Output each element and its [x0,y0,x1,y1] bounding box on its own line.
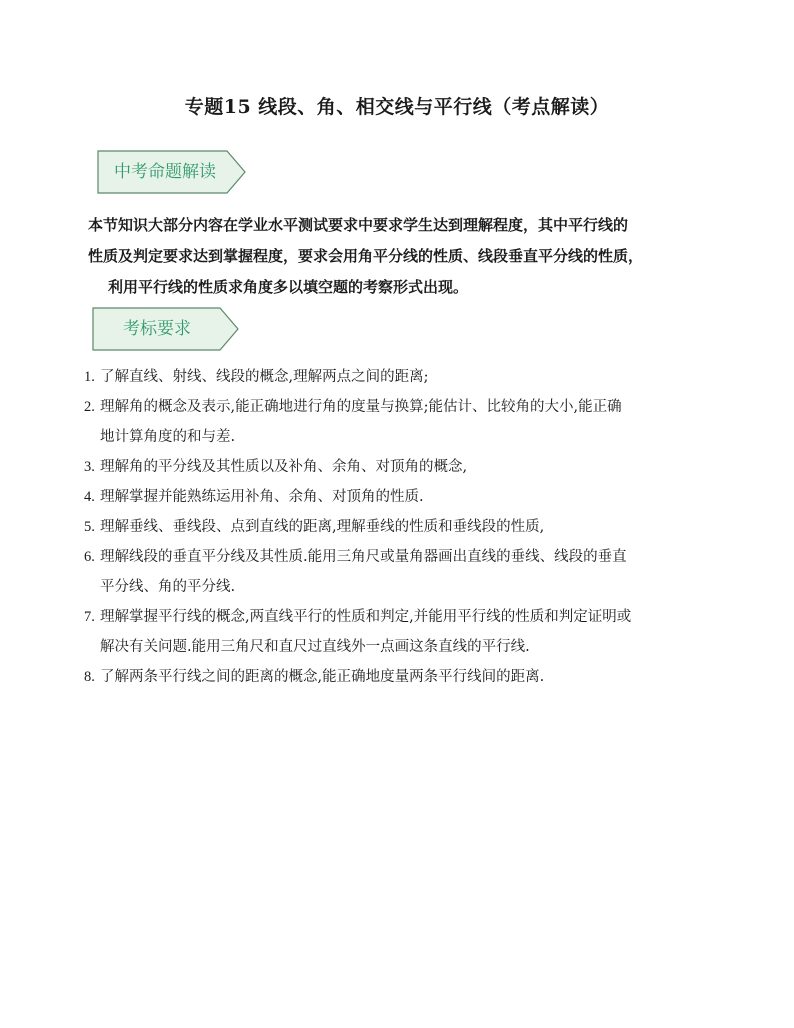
item-number: 3. [84,459,95,475]
item-line: 理解线段的垂直平分线及其性质.能用三角尺或量角器画出直线的垂线、线段的垂直 [100,549,627,565]
item-number: 7. [84,609,95,625]
item-number: 8. [84,669,95,685]
list-item [84,512,694,542]
intro-line: 利用平行线的性质求角度多以填空题的考察形式出现。 [108,278,469,296]
item-line: 理解垂线、垂线段、点到直线的距离,理解垂线的性质和垂线段的性质, [100,519,545,535]
item-line: 理解掌握平行线的概念,两直线平行的性质和判定,并能用平行线的性质和判定证明或 [100,609,632,625]
list-item [84,392,694,452]
list-item [84,542,694,602]
list-item [84,362,694,392]
item-line: 理解角的概念及表示,能正确地进行角的度量与换算;能估计、比较角的大小,能正确 [100,399,622,415]
section-banner-requirements [92,307,240,351]
item-number: 6. [84,549,95,565]
item-line: 了解两条平行线之间的距离的概念,能正确地度量两条平行线间的距离. [100,669,545,685]
item-number: 5. [84,519,95,535]
item-text [100,542,694,602]
item-line: 地计算角度的和与差. [100,429,236,445]
list-item [84,662,694,692]
interpretation-paragraph [88,210,688,303]
item-number: 1. [84,369,95,385]
item-line: 平分线、角的平分线. [100,579,236,595]
item-text [100,602,694,662]
section-label-requirements: 考标要求 [123,319,191,339]
list-item [84,452,694,482]
item-text [100,512,694,542]
item-line: 解决有关问题.能用三角尺和直尺过直线外一点画这条直线的平行线. [100,639,530,655]
list-item [84,482,694,512]
item-number: 2. [84,399,95,415]
item-text [100,392,694,452]
item-text [100,452,694,482]
intro-line: 性质及判定要求达到掌握程度，要求会用角平分线的性质、线段垂直平分线的性质， [88,247,644,265]
list-item [84,602,694,662]
item-text [100,362,694,392]
section-banner-interpretation [97,150,247,194]
page-title: 专题15 线段、角、相交线与平行线（考点解读） [184,96,610,118]
section-label-interpretation: 中考命题解读 [114,162,216,182]
item-text [100,662,694,692]
item-number: 4. [84,489,95,505]
item-text [100,482,694,512]
item-line: 了解直线、射线、线段的概念,理解两点之间的距离; [100,369,429,385]
item-line: 理解角的平分线及其性质以及补角、余角、对顶角的概念, [100,459,468,475]
intro-line: 本节知识大部分内容在学业水平测试要求中要求学生达到理解程度，其中平行线的 [88,216,629,234]
requirements-list [84,362,694,692]
item-line: 理解掌握并能熟练运用补角、余角、对顶角的性质. [100,489,424,505]
